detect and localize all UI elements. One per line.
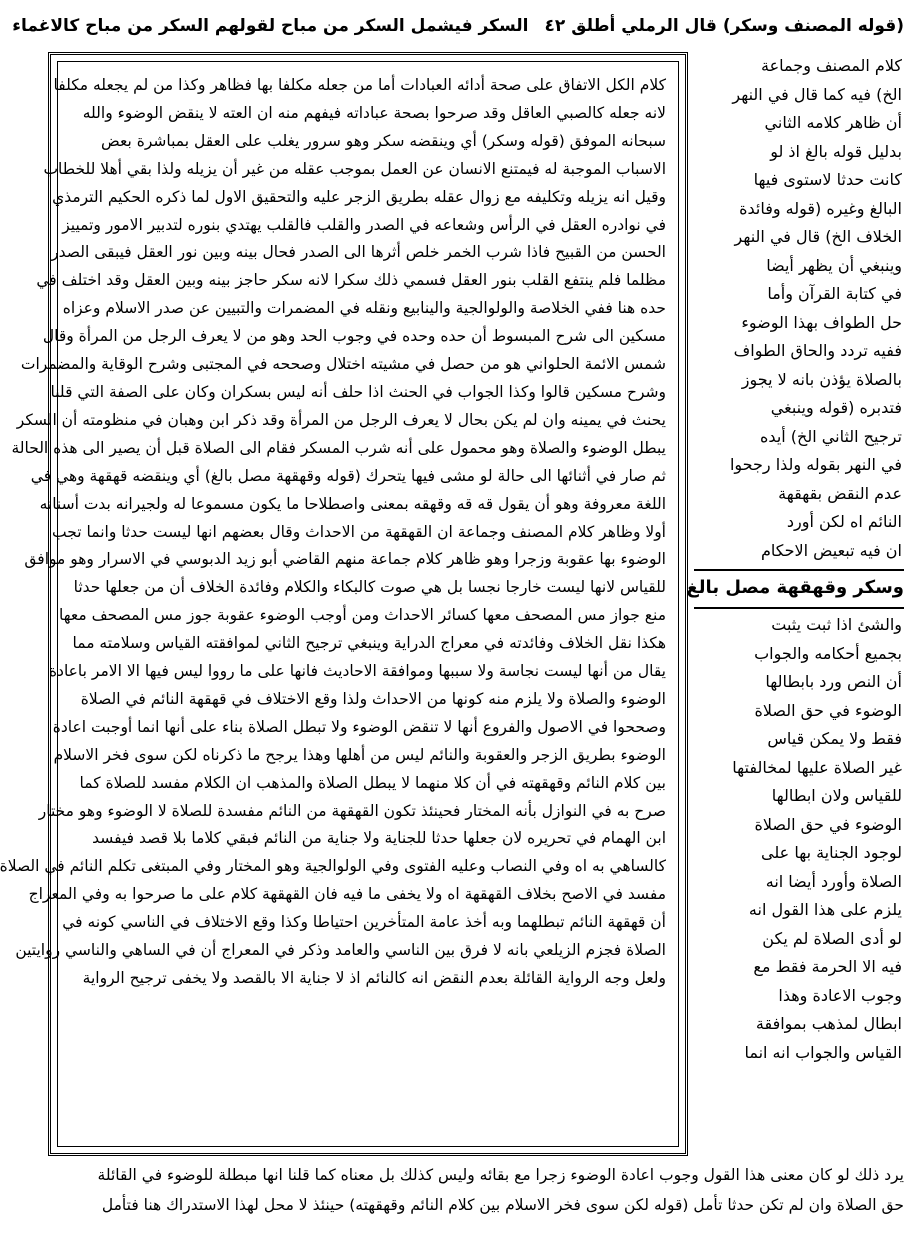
gloss-line: عدم النقض بقهقهة — [778, 483, 902, 503]
text-line: لانه جعله كالصبي العاقل وقد صرحوا بصحة عباداته فيفهم منه ان العته لا ينقض الوضوء والله — [82, 103, 666, 122]
text-line: وقيل انه يزيله وتكليفه مع زوال عقله بطريق الزجر عليه والتحقيق الاول لما ذكره الحكيم الترمذي — [52, 187, 666, 206]
margin-gloss-column — [686, 52, 904, 1156]
text-line: مسكين الى شرح المبسوط أن حده وحده في وجوب الحد وهو من لا يعرف الرجل من المرأة وقال — [42, 327, 666, 346]
gloss-line: كانت حدثا لاستوى فيها — [753, 170, 902, 189]
text-line: الاسباب الموجبة له فيمتنع الانسان عن العمل بموجب عقله من غير أن يزيله ولذا بقي أهلا للخطاب — [43, 159, 666, 178]
gloss-line: القياس والجواب انه انما — [744, 1042, 902, 1062]
margin-gloss-top — [694, 52, 904, 565]
gloss-line: الخ) فيه كما قال في النهر — [732, 84, 902, 104]
text-line: بين كلام النائم وقهقهته في أن كلا منهما لا يبطل الصلاة والمذهب ان الكلام مفسد للصلاة كما — [79, 773, 666, 792]
text-line: ولعل وجه الرواية القائلة بعدم النقض انه كالنائم اذ لا جناية الا بالقصد ولا يخفى ترجيح الرواية — [82, 969, 666, 987]
gloss-line: وينبغي أن يظهر أيضا — [766, 255, 902, 275]
page-number: ٤٢ — [544, 16, 566, 36]
text-line: منع جواز مس المصحف معها كسائر الاحداث ومن أوجب الوضوء عقوبة جوز مس المصحف معها — [59, 606, 666, 625]
text-line: صرح به في النوازل بأنه المختار فحينئذ تكون القهقهة من النائم مفسدة للصلاة لا الوضوء وهو مختار — [38, 801, 666, 820]
header-right-text: (قوله المصنف وسكر) قال الرملي أطلق — [571, 16, 904, 36]
text-line: هكذا نقل الخلاف وفائدته في معراج الدراية وينبغي ترجيح الثاني لموافقته القياس وسلامته مما — [72, 634, 666, 653]
gloss-line: الخلاف الخ) قال في النهر — [734, 227, 902, 246]
gloss-line: بجميع أحكامه والجواب — [754, 643, 902, 663]
gloss-line: غير الصلاة عليها لمخالفتها — [732, 757, 902, 777]
page-header — [12, 4, 904, 48]
gloss-line: في كتابة القرآن وأما — [767, 284, 902, 303]
gloss-line: النائم اه لكن أورد — [786, 512, 902, 531]
gloss-line: كلام المصنف وجماعة — [761, 56, 902, 75]
text-line: الوضوء بطريق الزجر والعقوبة والنائم ليس من أهلها وهذا يرجح ما ذكرناه لكن سوى فخر الاسلام — [53, 745, 666, 764]
gloss-line: بالصلاة يؤذن بانه لا يجوز — [741, 369, 902, 389]
text-line: للقياس لانها ليست خارجا نجسا بل هي صوت كالبكاء والكلام وفائدة الخلاف أن من جعلها حدثا — [73, 578, 666, 597]
gloss-line: فتدبره (قوله وينبغي — [770, 398, 902, 417]
text-line: شمس الائمة الحلواني هو من حصل في مشيته اختلال وصححه في المجتبى وشرح الوقاية والمضمرات — [20, 355, 666, 374]
text-line: في نوادره العقل في الرأس وشعاعه في الصدر والقلب فالقلب يهتدي بنوره لتدبير الامور وتمييز — [62, 215, 666, 234]
gloss-line: للقياس ولان ابطالها — [771, 786, 902, 805]
text-line: يقال من أنها ليست نجاسة ولا سببها وموافقة الاحاديث فانها على ما رووا ليس فيها الا الامر باعادة — [48, 662, 666, 681]
main-text-frame — [0, 52, 688, 1156]
margin-divider-bottom — [694, 607, 904, 609]
gloss-line: حل الطواف بهذا الوضوء — [741, 312, 902, 332]
text-line: الوضوء والصلاة ولا يلزم منه كونها من الاحداث ولذا وقع الاختلاف في قهقهة النائم في الصلاة — [80, 689, 666, 708]
gloss-line: ابطال لمذهب بموافقة — [755, 1014, 902, 1033]
matn-heading: وسكر وقهقهة مصل بالغ — [686, 577, 904, 598]
text-line: مظلما فلم ينتفع القلب بنور العقل فسمي ذلك سكرا لانه سكر حاجز بينه وبين العقل وقد اختلف في — [36, 271, 666, 290]
text-line: كلام الكل الاتفاق على صحة أدائه العبادات أما من جعله مكلفا بها فظاهر وكذا من لم يجعله مكلفا — [53, 76, 666, 94]
gloss-line: أن النص ورد بابطالها — [765, 672, 902, 691]
footer-line: حق الصلاة وان لم تكن حدثا تأمل (قوله لكن سوى فخر الاسلام بين كلام النائم وقهقهته) حينئذ لا محل لهذا الاستدراك هنا فتأمل — [101, 1196, 904, 1214]
text-line: الصلاة فجزم الزيلعي بانه لا فرق بين الناسي والعامد وذكر في المعراج أن في الساهي والناسي روايتين — [15, 941, 666, 960]
header-middle-text: السكر فيشمل السكر من مباح لقولهم السكر من مباح كالاغماء — [12, 16, 529, 36]
gloss-line: الوضوء في حق الصلاة — [754, 700, 902, 720]
text-line: سبحانه الموفق (قوله وسكر) أي وينقضه سكر وهو سرور يغلب على العقل بمباشرة بعض — [101, 131, 666, 150]
gloss-line: يلزم على هذا القول انه — [748, 900, 902, 919]
gloss-line: فيه الا الحرمة فقط مع — [753, 957, 902, 976]
text-line: يبطل الوضوء والصلاة وهو محمول على أنه شرب المسكر فقام الى الصلاة قبل أن يصير الى هذه الحالة — [11, 438, 666, 457]
text-line: يحنث في يمينه وان لم يكن بحال لا يعرف الرجل من المرأة وقد ذكر ابن وهبان في منظومته أن السكر — [16, 410, 666, 429]
gloss-line: الوضوء في حق الصلاة — [754, 814, 902, 834]
gloss-line: أن ظاهر كلامه الثاني — [764, 113, 902, 132]
margin-divider-top — [694, 569, 904, 571]
footer-line: يرد ذلك لو كان معنى هذا القول وجوب اعادة الوضوء زجرا مع بقائه وليس كذلك بل معناه كما قلنا انها مبطلة للوضوء في القائلة — [97, 1166, 904, 1184]
text-line: أولا وظاهر كلام المصنف وجماعة ان القهقهة من الاحداث وقال بعضهم انها ليست حدثا وانما تجب — [52, 522, 666, 541]
text-line: حده هنا ففي الخلاصة والولوالجية والينابيع ونقله في المضمرات والتبيين عن صدر الاسلام وعزاه — [62, 299, 666, 318]
gloss-line: لو أدى الصلاة لم يكن — [762, 928, 902, 948]
main-text-inner-border — [0, 61, 679, 1147]
gloss-line: الصلاة وأورد أيضا انه — [765, 871, 902, 891]
text-line: مفسد في الاصح بخلاف القهقهة اه ولا يخفى ما فيه فان القهقهة كلام على ما صرحوا به وفي المعراج — [28, 885, 666, 904]
footer-text — [24, 1160, 904, 1250]
main-commentary-text — [0, 72, 666, 993]
text-line: الوضوء بها عقوبة وزجرا وهو ظاهر كلام جماعة منهم القاضي أبو زيد الدبوسي في الاسرار وهو موافق — [24, 550, 666, 569]
gloss-line: في النهر بقوله ولذا رجحوا — [729, 455, 902, 474]
gloss-line: بدليل قوله بالغ اذ لو — [770, 141, 902, 161]
text-line: أن قهقهة النائم تبطلهما وبه أخذ عامة المتأخرين احتياطا وكذا وقع الاختلاف في الناسي كونه في — [62, 913, 666, 932]
text-line: وشرح مسكين قالوا وكذا الجواب في الحنث اذا حلف أنه ليس بسكران وكان على الصفة التي قلنا — [50, 382, 666, 401]
gloss-line: والشئ اذا ثبت يثبت — [771, 615, 902, 634]
gloss-line: ترجيح الثاني الخ) أيده — [760, 426, 902, 446]
gloss-line: البالغ وغيره (قوله وفائدة — [739, 198, 902, 218]
text-line: الحسن من القبيح فاذا شرب الخمر خلص أثرها الى الصدر فحال بينه وبين نور العقل فيبقى الصدر — [51, 243, 666, 262]
text-line: كالساهي به اه وفي النصاب وعليه الفتوى وفي الولوالجية وهو المختار وفي المبتغى تكلم النائم في الصلاة — [0, 857, 666, 876]
gloss-line: فقط ولا يمكن قياس — [767, 729, 902, 748]
text-line: ثم صار في أثنائها الى حالة لو مشى فيها يتحرك (قوله وقهقهة مصل بالغ) أي وينقضه قهقهة وهي في — [30, 466, 666, 485]
gloss-line: لوجود الجناية بها على — [761, 843, 902, 862]
gloss-line: وجوب الاعادة وهذا — [778, 985, 902, 1005]
text-line: اللغة معروفة وهو أن يقول قه قه وقهقه بمعنى واصطلاحا ما يكون مسموعا له ولجيرانه بدت أسنانه — [39, 494, 666, 513]
gloss-line: ان فيه تبعيض الاحكام — [760, 540, 902, 560]
text-line: وصححوا في الاصول والفروع أنها لا تنقض الوضوء ولا تبطل الصلاة بناء على أنها انما أوجبت اعادة — [52, 717, 666, 736]
text-line: ابن الهمام في تحريره لان جعلها حدثا للجناية ولا جناية من النائم فبقي كلاما بلا قصد فيفسد — [92, 829, 666, 848]
gloss-line: ففيه تردد والحاق الطواف — [733, 341, 902, 360]
margin-gloss-bottom — [694, 611, 904, 1067]
